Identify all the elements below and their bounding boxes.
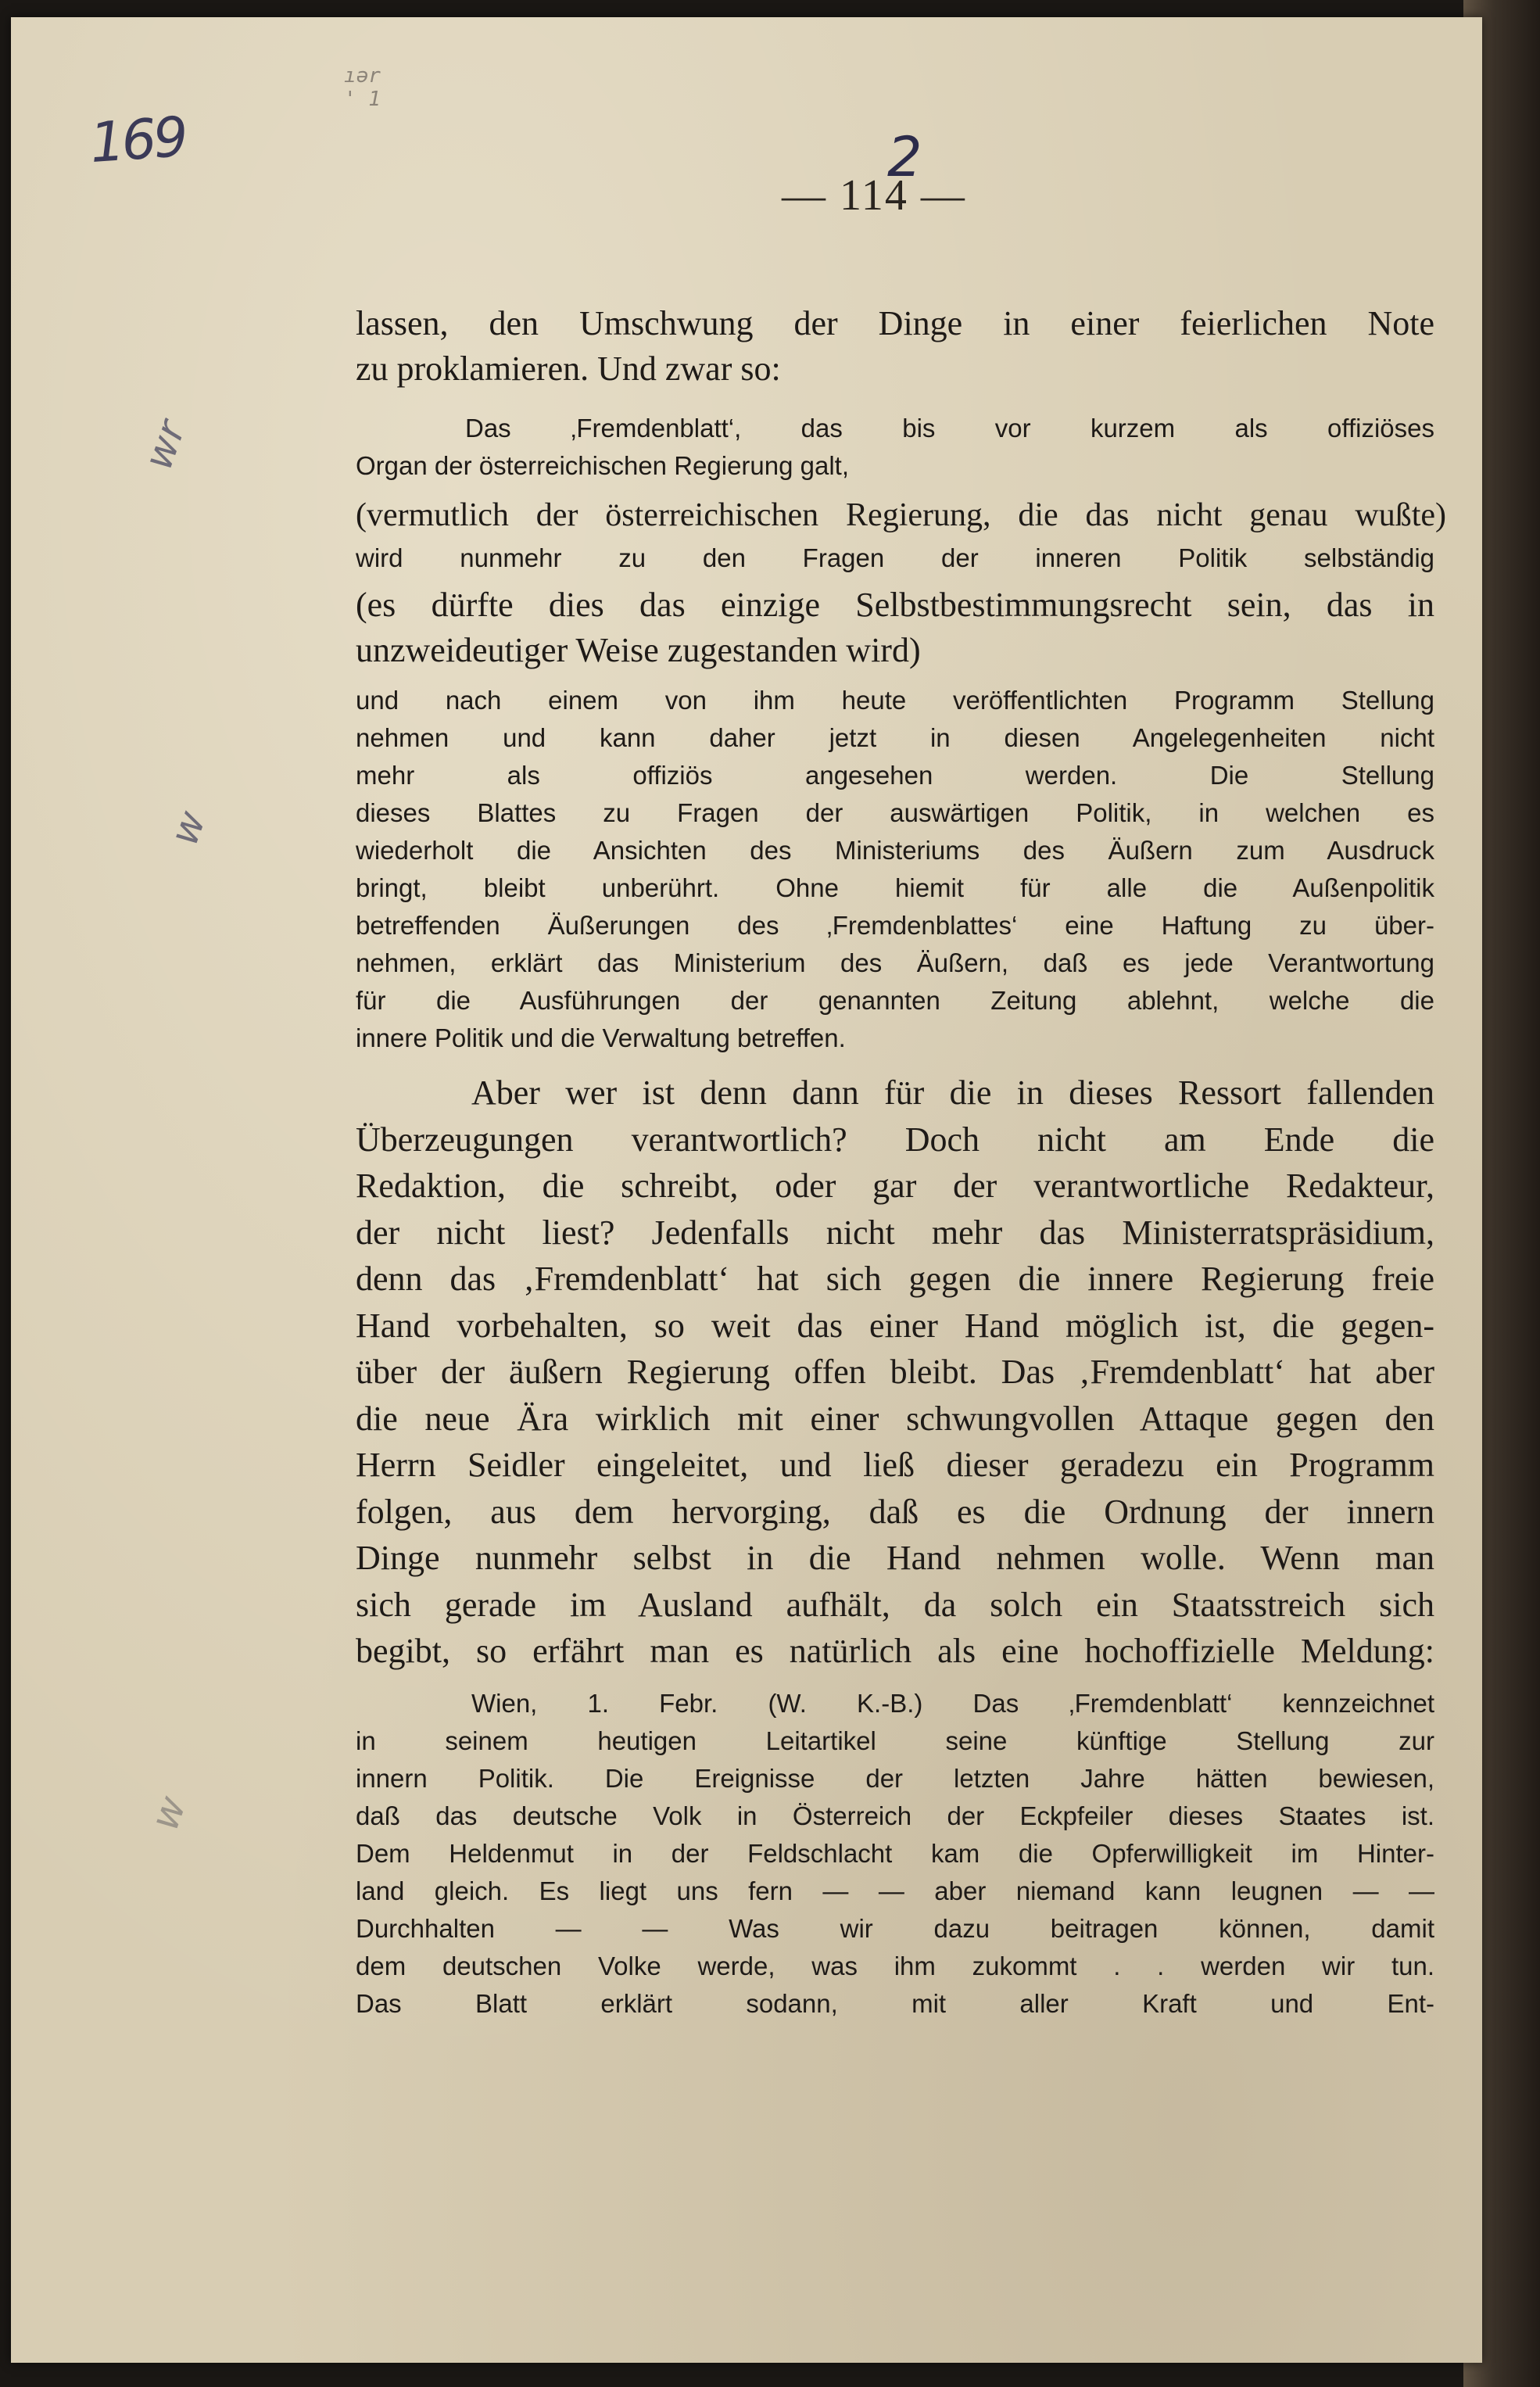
faint-stamp: ıǝr ' 1 xyxy=(344,64,381,111)
text-line: dem deutschen Volke werde, was ihm zukommt . . werden wir tun. xyxy=(356,1952,1434,1980)
text-line: in seinem heutigen Leitartikel seine künftige Stellung zur xyxy=(356,1726,1434,1755)
quote-note xyxy=(356,539,1434,577)
text-line: daß das deutsche Volk in Österreich der Eckpfeiler dieses Staates ist. xyxy=(356,1801,1434,1830)
text-line: denn das ‚Fremdenblatt‘ hat sich gegen die innere Regierung freie xyxy=(356,1260,1434,1298)
text-line: nehmen und kann daher jetzt in diesen Angelegenheiten nicht xyxy=(356,723,1434,752)
text-line: Herrn Seidler eingeleitet, und ließ dieser geradezu ein Programm xyxy=(356,1446,1434,1484)
text-line: wird nunmehr zu den Fragen der inneren Politik selbständig xyxy=(356,543,1434,572)
quote-telegram xyxy=(356,1685,1434,2023)
text-line: für die Ausführungen der genannten Zeitung ablehnt, welche die xyxy=(356,986,1434,1015)
quote-note xyxy=(356,682,1434,1057)
text-line: land gleich. Es liegt uns fern — — aber niemand kann leugnen — — xyxy=(356,1876,1434,1905)
text-line: Durchhalten — — Was wir dazu beitragen können, damit xyxy=(356,1914,1434,1943)
text-line: Aber wer ist denn dann für die in dieses Ressort fallenden xyxy=(471,1073,1434,1112)
text-line: Das ‚Fremdenblatt‘, das bis vor kurzem als offiziöses xyxy=(465,414,1434,443)
page-number-handwritten: 2 xyxy=(887,125,922,189)
page-number: — 114 — xyxy=(782,171,966,220)
text-line: Dinge nunmehr selbst in die Hand nehmen wolle. Wenn man xyxy=(356,1539,1434,1577)
text-line: dieses Blattes zu Fragen der auswärtigen Politik, in welchen es xyxy=(356,798,1434,827)
paragraph-main xyxy=(356,1070,1434,1675)
text-line: und nach einem von ihm heute veröffentlichten Programm Stellung xyxy=(356,686,1434,715)
text-line: (vermutlich der österreichischen Regierung, die das nicht genau wußte) xyxy=(356,497,1446,533)
text-line: Überzeugungen verantwortlich? Doch nicht am Ende die xyxy=(356,1120,1434,1159)
paragraph-intro xyxy=(356,301,1434,392)
margin-mark: w xyxy=(161,805,215,851)
text-line: über der äußern Regierung offen bleibt. Das ‚Fremdenblatt‘ hat aber xyxy=(356,1353,1434,1391)
text-line: (es dürfte dies das einzige Selbstbestimmungsrecht sein, das in xyxy=(356,586,1434,624)
text-line: betreffenden Äußerungen des ‚Fremdenblattes‘ eine Haftung zu über- xyxy=(356,911,1434,940)
text-line: Das Blatt erklärt sodann, mit aller Kraft und Ent- xyxy=(356,1989,1434,2018)
text-line: sich gerade im Ausland aufhält, da solch ein Staatsstreich sich xyxy=(356,1585,1434,1624)
text-line: mehr als offiziös angesehen werden. Die Stellung xyxy=(356,761,1434,790)
commentary-insert xyxy=(356,582,1434,673)
text-line: zu proklamieren. Und zwar so: xyxy=(356,349,781,388)
margin-mark: w xyxy=(141,1790,195,1837)
margin-mark: wr xyxy=(134,414,195,475)
text-line: nehmen, erklärt das Ministerium des Äußern, daß es jede Verantwortung xyxy=(356,948,1434,977)
text-line: Wien, 1. Febr. (W. K.-B.) Das ‚Fremdenblatt‘ kennzeichnet xyxy=(471,1689,1434,1718)
folio-handwritten: 169 xyxy=(88,104,188,176)
quote-note xyxy=(356,410,1434,485)
text-line: wiederholt die Ansichten des Ministeriums des Äußern zum Ausdruck xyxy=(356,836,1434,865)
text-line: bringt, bleibt unberührt. Ohne hiemit für alle die Außenpolitik xyxy=(356,873,1434,902)
text-line: der nicht liest? Jedenfalls nicht mehr das Ministerratspräsidium, xyxy=(356,1213,1434,1252)
text-line: Dem Heldenmut in der Feldschlacht kam die Opferwilligkeit im Hinter- xyxy=(356,1839,1434,1868)
text-line: die neue Ära wirklich mit einer schwungvollen Attaque gegen den xyxy=(356,1399,1434,1438)
text-line: begibt, so erfährt man es natürlich als eine hochoffizielle Meldung: xyxy=(356,1632,1434,1670)
commentary-insert xyxy=(356,493,1446,538)
text-line: innern Politik. Die Ereignisse der letzten Jahre hätten bewiesen, xyxy=(356,1764,1434,1793)
text-line: Redaktion, die schreibt, oder gar der verantwortliche Redakteur, xyxy=(356,1167,1434,1205)
text-line: innere Politik und die Verwaltung betreffen. xyxy=(356,1023,846,1052)
text-line: Organ der österreichischen Regierung galt, xyxy=(356,451,850,480)
text-line: folgen, aus dem hervorging, daß es die Ordnung der innern xyxy=(356,1492,1434,1531)
text-line: unzweideutiger Weise zugestanden wird) xyxy=(356,631,921,669)
text-line: Hand vorbehalten, so weit das einer Hand möglich ist, die gegen- xyxy=(356,1306,1434,1345)
text-line: lassen, den Umschwung der Dinge in einer feierlichen Note xyxy=(356,304,1434,342)
